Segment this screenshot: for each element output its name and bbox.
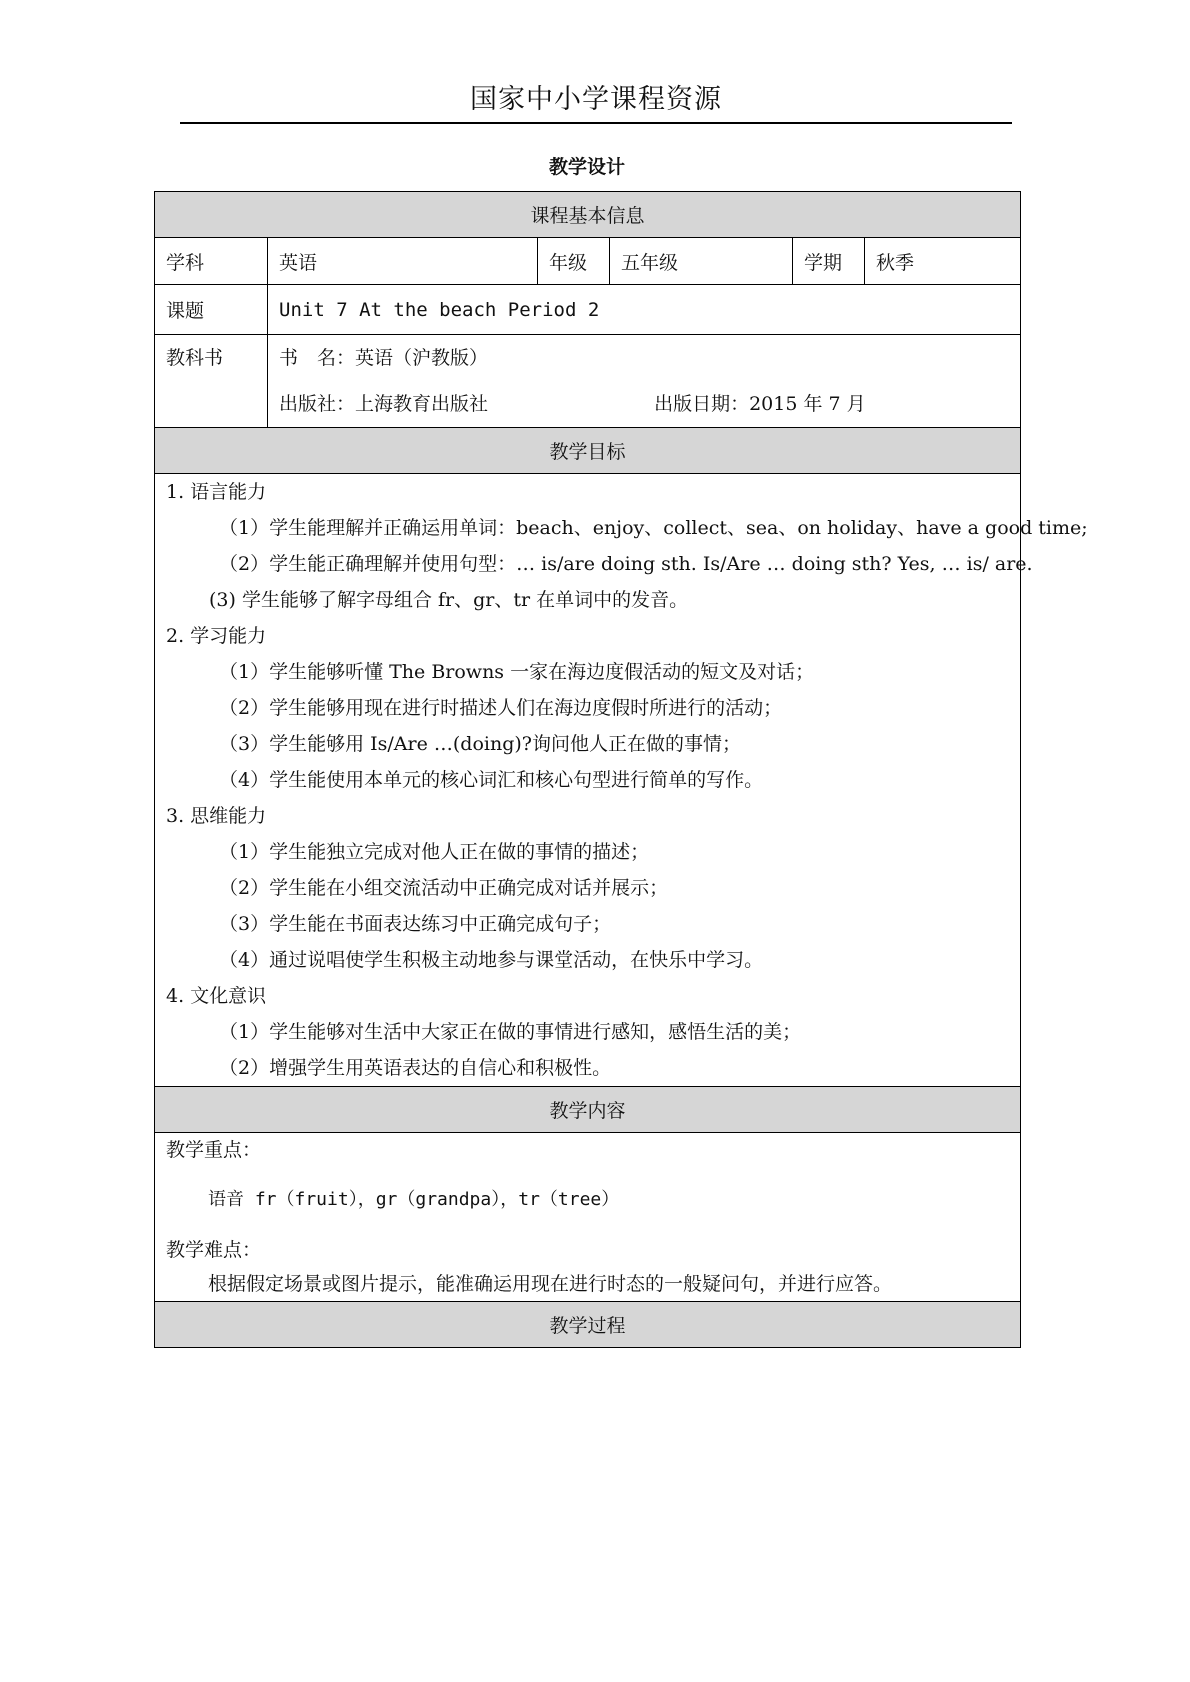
key-points-label: 教学重点： [166,1139,262,1161]
objective-item: (3) 学生能够了解字母组合 fr、gr、tr 在单词中的发音。 [209,589,689,611]
publisher-line [279,381,1009,427]
objective-item: （2）学生能够用现在进行时描述人们在海边度假时所进行的活动； [219,697,783,719]
objective-item: （4）学生能使用本单元的核心词汇和核心句型进行简单的写作。 [219,769,764,791]
section-content: 教学内容 [155,1087,1021,1133]
site-header: 国家中小学课程资源 [470,84,722,115]
objective-heading: 2. 学习能力 [166,625,267,647]
objective-item: （2）增强学生用英语表达的自信心和积极性。 [219,1057,612,1079]
section-process: 教学过程 [155,1302,1021,1348]
objective-item: （1）学生能够听懂 The Browns 一家在海边度假活动的短文及对话； [219,661,815,683]
objective-heading: 1. 语言能力 [166,481,267,503]
term-label: 学期 [793,238,865,285]
objective-item: （1）学生能够对生活中大家正在做的事情进行感知，感悟生活的美； [219,1021,802,1043]
objective-item: （3）学生能在书面表达练习中正确完成句子； [219,913,612,935]
publish-date: 出版日期：2015 年 7 月 [654,393,866,415]
objective-item: （1）学生能理解并正确运用单词：beach、enjoy、collect、sea、on holiday、have a good time; [219,517,1088,539]
topic-value: Unit 7 At the beach Period 2 [268,285,1021,335]
book-name: 书 名：英语（沪教版） [279,347,489,369]
objective-heading: 3. 思维能力 [166,805,267,827]
objective-item: （2）学生能在小组交流活动中正确完成对话并展示； [219,877,669,899]
section-basic-info: 课程基本信息 [155,192,1021,238]
term-value: 秋季 [865,238,1021,285]
objectives-body [155,474,1088,1087]
key-points-text: 语音 fr（fruit），gr（grandpa），tr（tree） [208,1189,620,1210]
textbook-label: 教科书 [166,347,224,369]
topic-label: 课题 [155,285,268,335]
objective-item: （4）通过说唱使学生积极主动地参与课堂活动，在快乐中学习。 [219,949,764,971]
lesson-plan-table [154,191,1088,1348]
objective-item: （3）学生能够用 Is/Are …(doing)?询问他人正在做的事情； [219,733,741,755]
grade-value: 五年级 [610,238,793,285]
objective-item: （1）学生能独立完成对他人正在做的事情的描述； [219,841,650,863]
subject-label: 学科 [155,238,268,285]
textbook-info [268,335,1021,428]
header-rule [180,122,1012,124]
content-body [155,1133,1021,1302]
textbook-label-cell [155,335,268,428]
grade-label: 年级 [538,238,610,285]
document-title: 教学设计 [548,156,625,178]
objective-heading: 4. 文化意识 [166,985,267,1007]
subject-value: 英语 [268,238,538,285]
publisher: 出版社：上海教育出版社 [279,393,489,415]
difficulty-label: 教学难点： [166,1239,262,1261]
objective-item: （2）学生能正确理解并使用句型：… is/are doing sth. Is/Are … doing sth? Yes, … is/ are. [219,553,1033,575]
difficulty-text: 根据假定场景或图片提示，能准确运用现在进行时态的一般疑问句，并进行应答。 [208,1273,893,1295]
section-objectives: 教学目标 [155,428,1021,474]
